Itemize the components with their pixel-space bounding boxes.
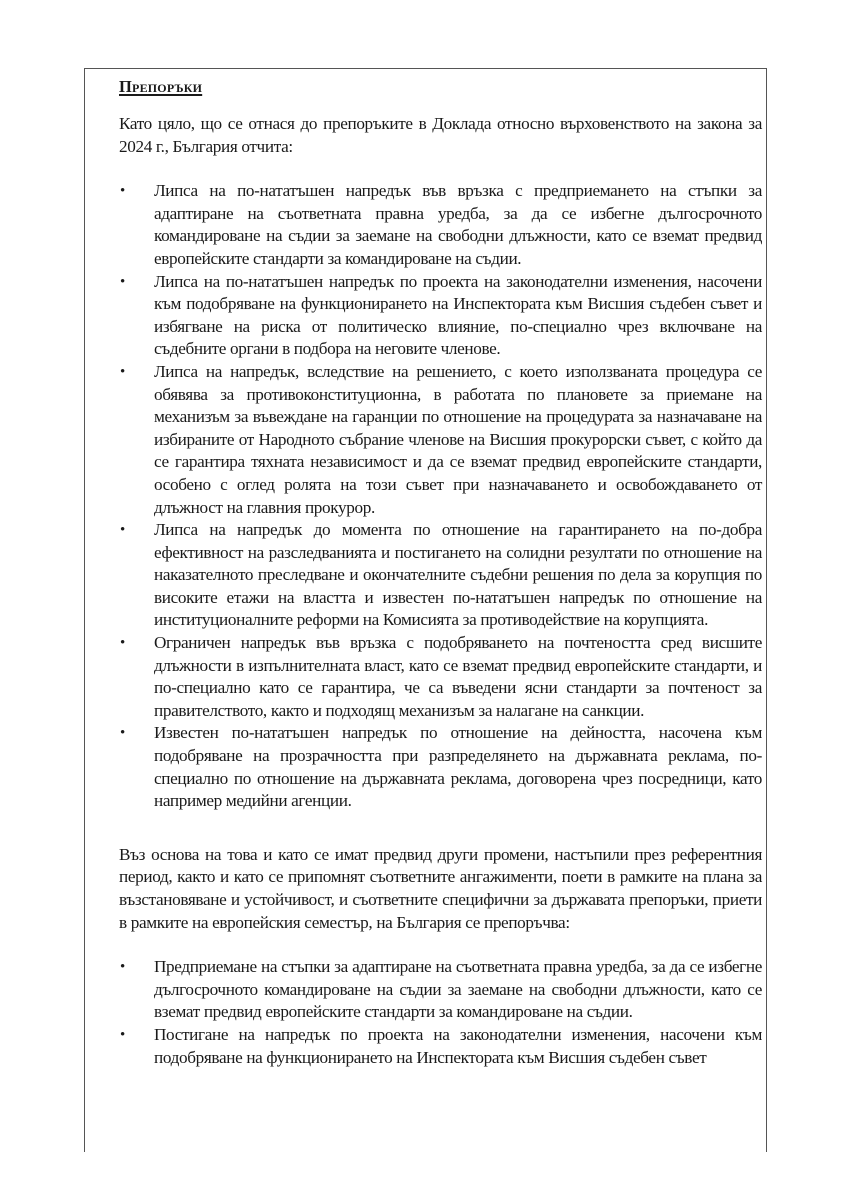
bullet-icon: • [120,725,125,742]
section-title: Препоръки [119,77,203,96]
finding-text: Липса на по-нататъшен напредък по проекта на законодателни изменения, насочени към подобряване на функционирането на Инспектората към Висшия съдебен съвет и избягване на риска от политическо влияние, по-специално чрез включване на съдебните органи в подбора на неговите членове. [154,271,762,359]
finding-item [119,180,762,270]
finding-item [119,519,762,632]
bullet-icon: • [120,522,125,539]
finding-text: Известен по-нататъшен напредък по отношение на дейността, насочена към подобряване на прозрачността при разпределянето на държавната реклама, по-специално по отношение на държавната реклама, договорена чрез посредници, като например медийни агенции. [154,723,762,811]
recommendations-list [119,956,762,1069]
recommendations-content [119,71,762,1069]
recommendation-item [119,956,762,1024]
finding-item [119,632,762,722]
conclusion-paragraph: Въз основа на това и като се имат предвид други промени, настъпили през референтния период, както и като се припомнят съответните ангажименти, поети в рамките на плана за възстановяване и устойчивост, и съответните специфични за държавата препоръки, приети в рамките на европейския семестър, на България се препоръчва: [119,844,762,932]
finding-item [119,722,762,812]
finding-text: Ограничен напредък във връзка с подобряването на почтеността сред висшите длъжности в изпълнителната власт, като се вземат предвид европейските стандарти, и по-специално като се гарантира, че са въведени ясни стандарти за почтеност за правителството, както и подходящ механизъм за налагане на санкции. [154,633,762,720]
finding-item [119,271,762,361]
recommendation-item [119,1024,762,1069]
bullet-icon: • [120,273,125,290]
bullet-icon: • [120,959,125,976]
findings-list [119,180,762,813]
finding-item [119,361,762,519]
bullet-icon: • [120,183,125,200]
finding-text: Липса на напредък до момента по отношение на гарантирането на по-добра ефективност на разследванията и постигането на солидни резултати по отношение на наказателното преследване и окончателните съдебни решения по дела за корупция по високите етажи на властта и известен по-нататъшен напредък по отношение на институционалните реформи на Комисията за противодействие на корупцията. [154,520,762,630]
intro-paragraph: Като цяло, що се отнася до препоръките в Доклада относно върховенството на закона за 2024 г., България отчита: [119,114,762,156]
finding-text: Липса на напредък, вследствие на решението, с което използваната процедура се обявява за противоконституционна, в работата по плановете за приемане на механизъм за въвеждане на гаранции по отношение на процедурата за назначаване на избираните от Народното събрание членове на Висшия прокурорски съвет, с който да се гарантира тяхната независимост и да се вземат предвид европейските стандарти, особено с оглед ролята на този съвет при назначаването и освобождаването от длъжност на главния прокурор. [154,361,762,517]
recommendation-text: Постигане на напредък по проекта на законодателни изменения, насочени към подобряване на функционирането на Инспектората към Висшия съдебен съвет [154,1024,762,1067]
recommendations-box [84,68,767,1152]
finding-text: Липса на по-нататъшен напредък във връзка с предприемането на стъпки за адаптиране на съответната правна уредба, за да се избегне дългосрочното командироване на съдии за заемане на свободни длъжности, като се вземат предвид европейските стандарти за командироване на съдии. [154,181,762,268]
bullet-icon: • [120,635,125,652]
bullet-icon: • [120,1026,125,1043]
recommendation-text: Предприемане на стъпки за адаптиране на съответната правна уредба, за да се избегне дългосрочното командироване на съдии за заемане на свободни длъжности, като се вземат предвид европейските стандарти за командироване на съдии. [154,957,762,1022]
bullet-icon: • [120,363,125,380]
